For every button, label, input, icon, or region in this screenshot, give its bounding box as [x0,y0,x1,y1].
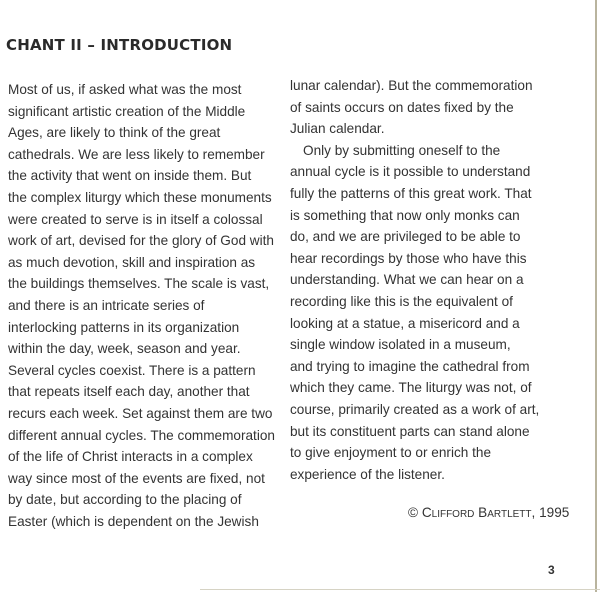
text-line: way since most of the events are fixed, not [8,470,265,486]
text-line: understanding. What we can hear on a [290,272,524,288]
paragraph-start-line: Only by submitting oneself to the [303,142,501,158]
text-line: Easter (which is dependent on the Jewish [8,513,259,529]
text-line: work of art, devised for the glory of God with [8,233,274,249]
text-line: Most of us, if asked what was the most [8,82,242,97]
text-line: looking at a statue, a misericord and a [290,315,520,331]
text-line: as much devotion, skill and inspiration as [8,254,256,270]
text-line: which they came. The liturgy was not, of [290,380,532,396]
text-line: do, and we are privileged to be able to [290,229,521,245]
author-credit [408,505,569,520]
text-line: fully the patterns of this great work. That [290,185,532,201]
text-line: but its constituent parts can stand alone [290,423,530,439]
text-line: and trying to imagine the cathedral from [290,358,530,374]
text-line: cathedrals. We are less likely to remember [8,146,265,162]
text-line: the complex liturgy which these monuments [8,189,272,205]
text-line: were created to serve is in itself a colossal [8,211,263,227]
text-line: single window isolated in a museum, [290,337,511,353]
author-name: Clifford Bartlett [421,505,532,520]
text-line: by date, but according to the placing of [8,492,242,508]
text-line: within the day, week, season and year. [8,341,241,357]
text-line: of saints occurs on dates fixed by the [290,99,514,115]
text-line: the activity that went on inside them. But [8,168,252,184]
text-line: the buildings themselves. The scale is vast, [8,276,270,292]
left-column [8,79,286,532]
page-number: 3 [548,563,555,577]
text-line: and there is an intricate series of [8,297,205,313]
section-title: CHANT II – INTRODUCTION [6,36,233,54]
page-edge-bottom [200,589,600,590]
text-line: interlocking patterns in its organization [8,319,240,335]
text-line: Several cycles coexist. There is a pattern [8,362,256,378]
text-line: annual cycle is it possible to understand [290,164,531,180]
copyright-symbol: © [408,505,419,520]
right-column [290,75,560,485]
text-line: significant artistic creation of the Middle [8,103,246,119]
text-line: recording like this is the equivalent of [290,293,513,309]
text-line: is something that now only monks can [290,207,520,223]
text-line: different annual cycles. The commemoration [8,427,275,443]
text-line: to give enjoyment to or enrich the [290,445,491,461]
text-line: lunar calendar). But the commemoration [290,78,533,93]
text-line: experience of the listener. [290,466,445,482]
text-line: that repeats itself each day, another that [8,384,250,400]
text-line: hear recordings by those who have this [290,250,527,266]
text-line: course, primarily created as a work of art, [290,401,540,417]
text-line: of the life of Christ interacts in a complex [8,449,253,465]
text-line: Julian calendar. [290,121,385,137]
text-line: Ages, are likely to think of the great [8,125,221,141]
credit-year: , 1995 [531,505,570,520]
text-line: recurs each week. Set against them are two [8,405,273,421]
page-edge-right [595,0,597,592]
